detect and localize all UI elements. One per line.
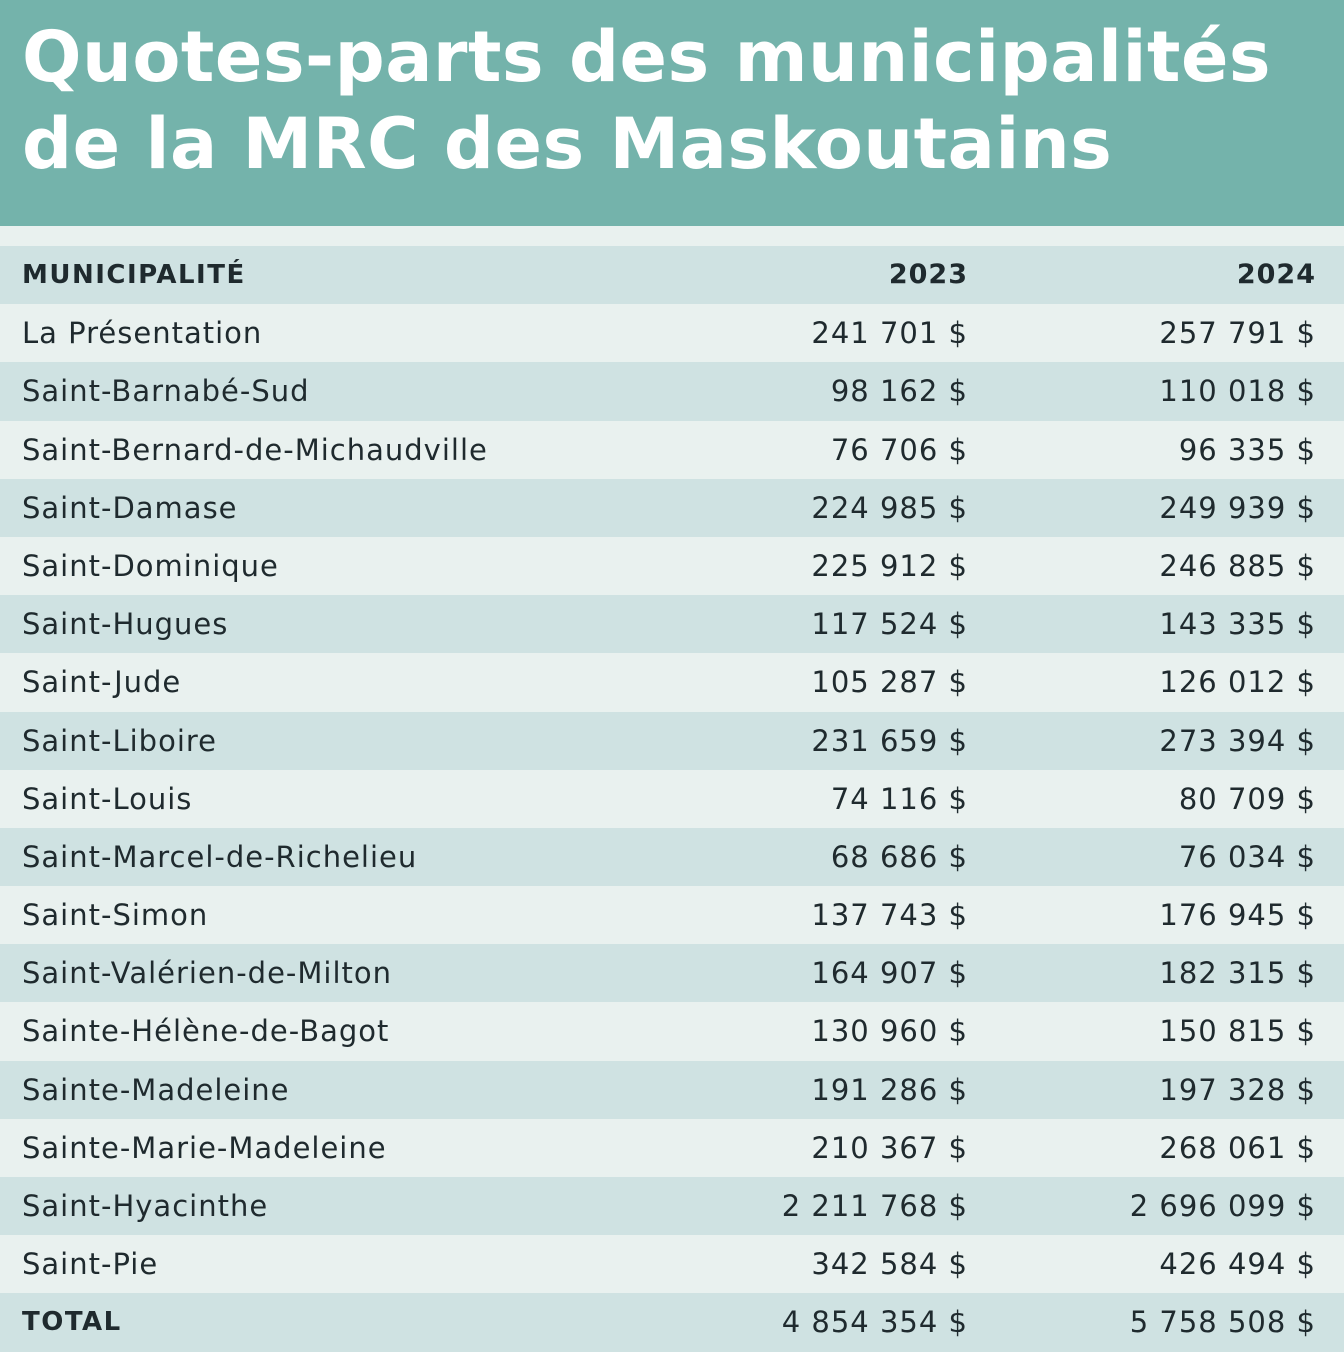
value-2024-cell: 426 494 $ [1159, 1247, 1316, 1282]
table-row [0, 1177, 1344, 1235]
value-2024-total-cell: 5 758 508 $ [1129, 1305, 1316, 1340]
value-2024-cell: 197 328 $ [1159, 1072, 1316, 1107]
table-row [0, 944, 1344, 1002]
municipality-name-cell: Saint-Bernard-de-Michaudville [22, 432, 488, 467]
value-2024-cell: 268 061 $ [1159, 1130, 1316, 1165]
table-row [0, 1235, 1344, 1293]
value-2024-cell: 176 945 $ [1159, 898, 1316, 933]
municipality-name-cell: Saint-Simon [22, 898, 209, 933]
value-2024-cell: 246 885 $ [1159, 548, 1316, 583]
value-2023-cell: 2 211 768 $ [781, 1189, 968, 1223]
table-row [0, 537, 1344, 595]
title-banner [0, 0, 1344, 226]
table-row [0, 712, 1344, 770]
table-row [0, 653, 1344, 711]
value-2023-cell: 225 912 $ [811, 548, 968, 583]
municipality-name-cell: Saint-Pie [22, 1247, 159, 1282]
municipality-name-cell: Saint-Valérien-de-Milton [22, 956, 393, 991]
municipality-name-cell: Saint-Dominique [22, 548, 279, 583]
municipality-name-cell: Saint-Barnabé-Sud [22, 374, 310, 409]
table-row [0, 828, 1344, 886]
table-row [0, 1002, 1344, 1060]
value-2023-cell: 68 686 $ [830, 839, 968, 874]
value-2023-cell: 231 659 $ [811, 723, 968, 758]
value-2024-cell: 110 018 $ [1159, 374, 1316, 409]
banner-spacer [0, 226, 1344, 246]
value-2024-cell: 182 315 $ [1159, 956, 1316, 991]
table-row [0, 304, 1344, 362]
value-2024-cell: 143 335 $ [1159, 607, 1316, 642]
value-2024-cell: 150 815 $ [1159, 1014, 1316, 1049]
data-table [0, 246, 1344, 1352]
value-2023-cell: 117 524 $ [811, 607, 968, 642]
value-2024-cell: 126 012 $ [1159, 665, 1316, 700]
municipality-name-cell: Sainte-Marie-Madeleine [22, 1130, 387, 1165]
value-2023-total-cell: 4 854 354 $ [781, 1305, 968, 1340]
value-2023-cell: 76 706 $ [830, 432, 968, 467]
municipality-name-cell: Saint-Liboire [22, 723, 218, 758]
value-2024-cell: 2 696 099 $ [1129, 1189, 1316, 1223]
chart-title: Quotes-parts des municipalités de la MRC des Maskoutains [22, 16, 1272, 185]
table-row [0, 479, 1344, 537]
table-row [0, 421, 1344, 479]
table-row [0, 886, 1344, 944]
table-row [0, 362, 1344, 420]
municipality-name-total-cell: TOTAL [22, 1307, 122, 1338]
column-header-2023: 2023 [888, 259, 968, 290]
value-2023-cell: 130 960 $ [811, 1014, 968, 1049]
value-2023-cell: 74 116 $ [830, 781, 968, 816]
municipality-name-cell: Sainte-Hélène-de-Bagot [22, 1014, 390, 1049]
value-2023-cell: 105 287 $ [811, 665, 968, 700]
value-2023-cell: 342 584 $ [811, 1247, 968, 1282]
value-2024-cell: 76 034 $ [1178, 839, 1316, 874]
value-2024-cell: 96 335 $ [1178, 432, 1316, 467]
municipality-name-cell: Saint-Louis [22, 781, 193, 816]
value-2023-cell: 98 162 $ [830, 374, 968, 409]
value-2023-cell: 191 286 $ [811, 1072, 968, 1107]
table-row [0, 1119, 1344, 1177]
value-2024-cell: 257 791 $ [1159, 316, 1316, 351]
municipality-name-cell: Saint-Damase [22, 490, 238, 525]
value-2024-cell: 80 709 $ [1178, 781, 1316, 816]
table-row [0, 1061, 1344, 1119]
table-row [0, 770, 1344, 828]
value-2023-cell: 164 907 $ [811, 956, 968, 991]
value-2023-cell: 224 985 $ [811, 490, 968, 525]
municipality-name-cell: Saint-Marcel-de-Richelieu [22, 839, 418, 874]
table-row [0, 595, 1344, 653]
table-header-row [0, 246, 1344, 304]
municipality-name-cell: Saint-Jude [22, 665, 182, 700]
value-2023-cell: 210 367 $ [811, 1130, 968, 1165]
value-2024-cell: 273 394 $ [1159, 723, 1316, 758]
column-header-municipalite: MUNICIPALITÉ [22, 260, 246, 290]
column-header-2024: 2024 [1236, 259, 1316, 290]
municipality-name-cell: Sainte-Madeleine [22, 1072, 290, 1107]
value-2023-cell: 241 701 $ [811, 316, 968, 351]
value-2023-cell: 137 743 $ [811, 898, 968, 933]
table-total-row [0, 1293, 1344, 1351]
municipality-name-cell: Saint-Hyacinthe [22, 1189, 269, 1223]
municipality-name-cell: Saint-Hugues [22, 607, 229, 642]
municipality-name-cell: La Présentation [22, 316, 263, 351]
value-2024-cell: 249 939 $ [1159, 490, 1316, 525]
